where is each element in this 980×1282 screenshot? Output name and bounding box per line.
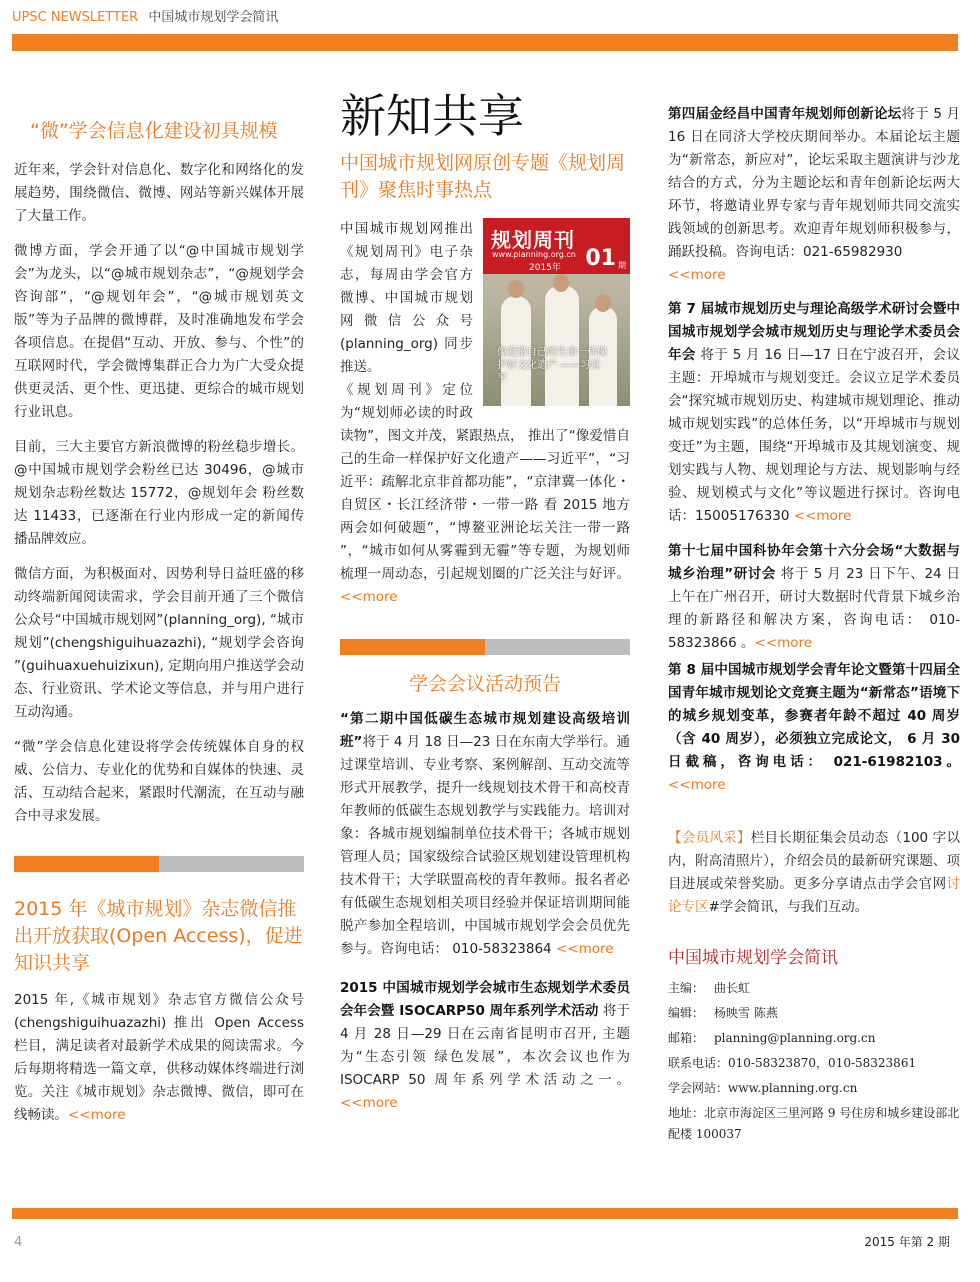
event-item: [668, 659, 960, 797]
more-link[interactable]: <<more: [793, 508, 852, 524]
discussion-link[interactable]: 讨论专区: [668, 876, 960, 915]
more-link[interactable]: <<more: [340, 589, 398, 605]
paragraph: [14, 989, 304, 1127]
paragraph: 目前，三大主要官方新浪微博的粉丝稳步增长。@中国城市规划学会粉丝已达 30496，@城市规划杂志粉丝数达 15772，@规划年会 粉丝数达 11433，已逐渐在行业内形成一定的新闻传播品牌效应。: [14, 439, 304, 547]
header-title-en: UPSC NEWSLETTER: [12, 10, 139, 25]
event-body: 将于 4 月 28 日—29 日在云南省昆明市召开, 主题为“生态引领 绿色发展”，本次会议也作为 ISOCARP 50 周年系列学术活动之一。: [340, 1003, 630, 1088]
cover-caption: 像爱惜自己的生命一样保护好文化遗产 ——习近平: [497, 347, 607, 384]
divider-orange-fill: [14, 856, 159, 872]
info-value: 010-58323870，010-58323861: [728, 1056, 917, 1070]
cover-issue-unit: 期: [618, 261, 626, 270]
issue-label: 2015 年第 2 期: [864, 1235, 950, 1249]
paragraph: “微”学会信息化建设将学会传统媒体自身的权威、公信力、专业化的优势和自媒体的快速、灵活、互动结合起来，紧跟时代潮流，在互动与融合中寻求发展。: [14, 739, 304, 824]
event-item: [340, 708, 630, 961]
divider-orange-fill: [340, 639, 485, 655]
cover-person-head: [595, 294, 611, 312]
event-body: 将于 4 月 18 日—23 日在东南大学举行。通过课堂培训、专业考察、案例解剖、互动交流等形式开展教学，提升一线规划技术骨干和高校青年教师的低碳生态规划教学与实践能力。培训对象：各城市规划编制单位技术骨干；各城市规划管理人员；国家级综合试验区规划建设管理机构技术骨干；大学联盟高校的青年教师。报名者必有低碳生态规划相关项目经验并保证培训期间能脱产参加全程培训，中国城市规划学会会员优先参与。咨询电话： 010-58323864: [340, 734, 631, 957]
info-label: 地址：: [668, 1106, 705, 1120]
info-website: [668, 1076, 960, 1101]
left-column: [14, 118, 304, 1127]
section-divider-bar: [340, 639, 630, 655]
members-notice: [668, 827, 960, 919]
event-item: [668, 298, 960, 528]
paragraph: 微信方面，为积极面对、因势利导日益旺盛的移动终端新闻阅读需求，学会目前开通了三个微信公众号“中国城市规划网”(planning_org), “城市规划”(chengshiguihuazazhi), “规划学会咨询 ”(guihuaxuehuizixun), 定期向用户推送学会动态、行业资讯、学术论文等信息，并与用户进行互动沟通。: [14, 566, 304, 720]
info-label: 学会网站：: [668, 1081, 729, 1095]
planning-weekly-cover-image: [483, 218, 630, 406]
event-title: “第二期中国低碳生态城市规划建设高级培训班”: [340, 711, 630, 750]
planning-weekly-body: 《规划周刊》定位为“规划师必读的时政读物”，图文并茂，紧跟热点， 推出了“像爱惜自己的生命一样保护好文化遗产——习近平”，“习近平：疏解北京非首都功能”，“京津冀一体化・自贸区・长江经济带・一带一路 看 2015 地方两会如何破题”，“博鳌亚洲论坛关注一带一路 ”，“城市如何从雾霾到无霾”等专题，为规划师梳理一周动态，引起规划圈的广泛关注与好评。: [340, 382, 630, 582]
paragraph: 中国城市规划网推出《规划周刊》电子杂志，每周由学会官方微博、中国城市规划网微信公众号(planning_org) 同步推送。: [340, 221, 473, 375]
masthead-title: 中国城市规划学会简讯: [668, 948, 838, 968]
open-access-body: 2015 年,《城市规划》杂志官方微信公众号(chengshiguihuazazhi) 推出 Open Access 栏目，满足读者对最新学术成果的阅读需求。今后每期将精选一篇文章，供移动媒体终端进行浏览。关注《城市规划》杂志微博、微信，即可在线畅读。: [14, 992, 304, 1123]
middle-column: [340, 88, 630, 1115]
more-link[interactable]: <<more: [68, 1107, 126, 1123]
page-number: 4: [14, 1235, 23, 1250]
cover-issue-number: 01: [585, 246, 616, 271]
top-orange-bar: [12, 34, 958, 51]
paragraph: 微博方面，学会开通了以“@中国城市规划学会”为龙头，以“@城市规划杂志”，“@规划学会咨询部”，“@规划年会”，“@城市规划英文版”等为子品牌的微博群，及时准确地发布学会各项信息。在提倡“互动、开放、参与、个性”的互联网时代，学会微博集群正合力为广大受众提供更灵活、更个性、更迅捷、更综合的城市规划行业讯息。: [14, 243, 304, 420]
cover-url: www.planning.org.cn: [492, 250, 576, 259]
info-value: 杨映雪 陈燕: [714, 1006, 778, 1020]
section-title: 新知共享: [340, 89, 524, 143]
more-link[interactable]: <<more: [340, 1095, 398, 1111]
info-value: 北京市海淀区三里河路 9 号住房和城乡建设部北配楼 100037: [668, 1106, 960, 1141]
article-title-micro-society: “微”学会信息化建设初具规模: [30, 120, 278, 142]
event-title: 第十七届中国科协年会第十六分会场“大数据与城乡治理”研讨会: [668, 543, 960, 582]
cover-year: 2015年: [529, 263, 561, 273]
more-link[interactable]: <<more: [754, 635, 813, 651]
more-link[interactable]: <<more: [668, 267, 726, 283]
info-value: 曲长虹: [714, 981, 751, 995]
paragraph: 近年来，学会针对信息化、数字化和网络化的发展趋势，围绕微信、微博、网站等新兴媒体开展了大量工作。: [14, 162, 304, 224]
article-title-open-access: 2015 年《城市规划》杂志微信推出开放获取(Open Access)，促进知识共享: [14, 898, 303, 974]
members-tail: #学会简讯，与我们互动。: [708, 899, 869, 915]
email-link[interactable]: planning@planning.org.cn: [714, 1031, 876, 1045]
info-label: 主编：: [668, 981, 705, 995]
section-divider-bar: [14, 856, 304, 872]
article-title-planning-weekly: 中国城市规划网原创专题《规划周刊》聚焦时事热点: [340, 152, 626, 201]
event-item: [668, 103, 960, 287]
info-editors: [668, 1001, 960, 1026]
event-item: [668, 540, 960, 655]
event-title: 第四届金经昌中国青年规划师创新论坛: [668, 106, 902, 122]
cover-person-head: [553, 274, 569, 292]
section-title-meetings: 学会会议活动预告: [408, 673, 561, 695]
info-address: [668, 1103, 960, 1145]
paragraph: [340, 379, 630, 609]
header-title-cn: 中国城市规划学会简讯: [148, 10, 279, 25]
event-body: 将于 5 月 16 日在同济大学校庆期间举办。本届论坛主题为“新常态，新应对”，论坛采取主题演讲与沙龙结合的方式，分为主题论坛和青年创新论坛两大环节，将邀请业界专家与青年规划师共同交流实践领域的创新思考。欢迎青年规划师积极参与，踊跃投稿。咨询电话：021-65982930: [668, 106, 961, 260]
info-chief-editor: [668, 976, 960, 1001]
info-label: 编辑：: [668, 1006, 705, 1020]
right-column: [668, 103, 960, 1145]
bottom-orange-bar: [12, 1208, 958, 1219]
event-title: 第 7 届城市规划历史与理论高级学术研讨会暨中国城市规划学会城市规划历史与理论学术委员会年会: [668, 301, 960, 363]
cover-title: 规划周刊: [491, 228, 575, 252]
masthead-info: [668, 943, 960, 1145]
event-body: 将于 5 月 16 日—17 日在宁波召开，会议主题：开埠城市与规划变迁。会议立足学术委员会“探究城市规划历史、构建城市规划理论、推动城市规划实践”的总体任务，以“开埠城市与规划变迁”为主题，围绕“开埠城市及其规划演变、规划实践与人物、规划理论与方法、规划影响与经验、规划模式与文化”等议题进行探讨。咨询电话：15005176330: [668, 347, 960, 524]
info-phone: [668, 1051, 960, 1076]
event-title: 2015 中国城市规划学会城市生态规划学术委员会年会暨 ISOCARP50 周年系列学术活动: [340, 980, 630, 1019]
event-item: [340, 977, 630, 1115]
more-link[interactable]: <<more: [668, 777, 726, 793]
event-title: 第 8 届中国城市规划学会青年论文暨第十四届全国青年城市规划论文竞赛主题为“新常态”语境下的城乡规划变革，参赛者年龄不超过 40 周岁（含 40 周岁），必须独立完成论文， 6 月 30 日截稿，咨询电话： 021-61982103。: [668, 662, 960, 770]
event-body: 将于 5 月 23 日下午、24 日上午在广州召开，研讨大数据时代背景下城乡治理的新路径和解决方案，咨询电话： 010-58323866 。: [668, 566, 960, 651]
website-link[interactable]: www.planning.org.cn: [728, 1081, 858, 1095]
info-label: 邮箱：: [668, 1031, 705, 1045]
more-link[interactable]: <<more: [555, 941, 614, 957]
members-body: 栏目长期征集会员动态（100 字以内，附高清照片），介绍会员的最新研究课题、项目进展或荣誉奖励。更多分享请点击学会官网: [668, 830, 960, 892]
members-tag: 【会员风采】: [668, 830, 751, 846]
newsletter-header: [12, 6, 278, 25]
info-label: 联系电话：: [668, 1056, 729, 1070]
info-email: [668, 1026, 960, 1051]
cover-person-head: [508, 280, 524, 298]
